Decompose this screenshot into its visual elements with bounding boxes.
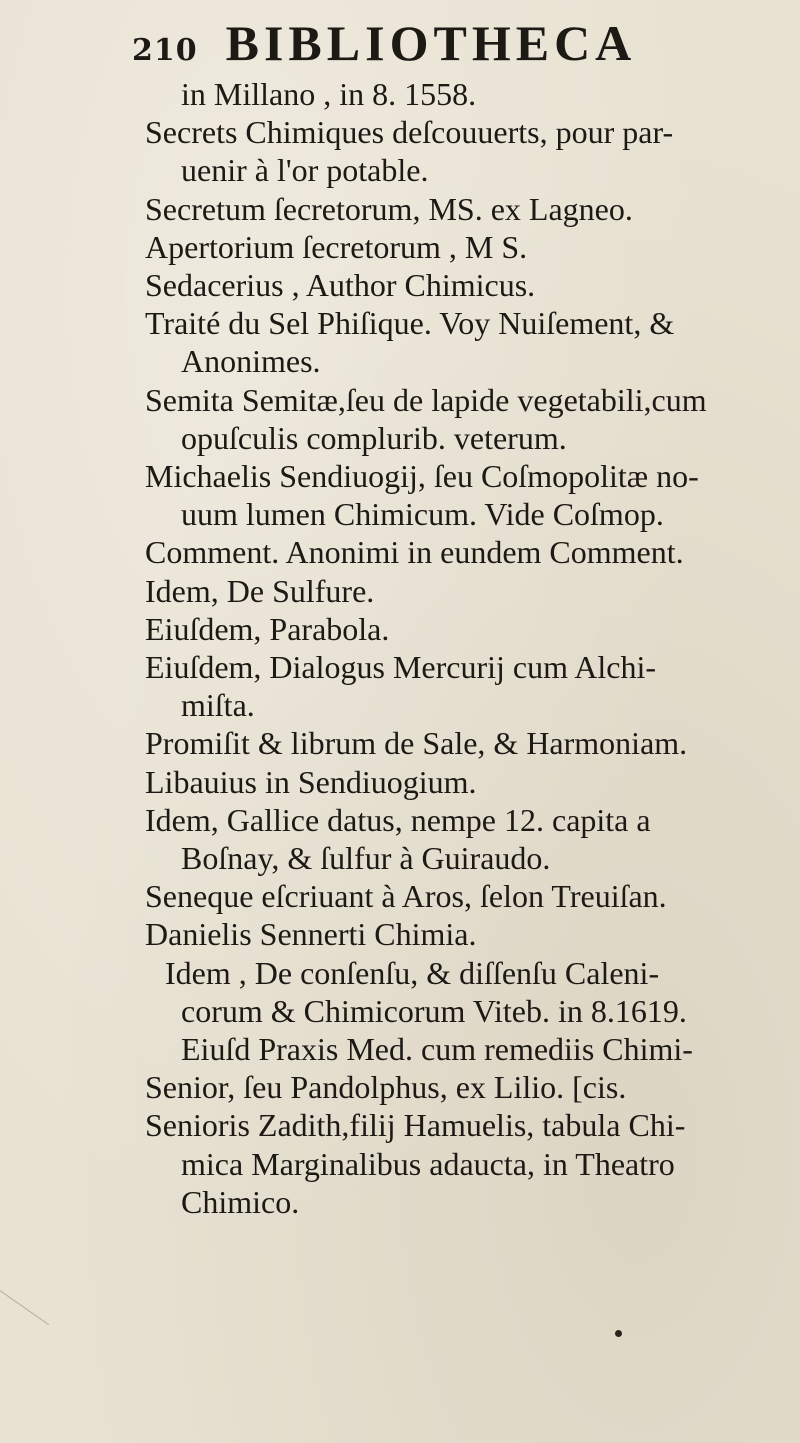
catalog-line: in Millano , in 8. 1558. xyxy=(181,76,477,112)
catalog-line: uenir à l'or potable. xyxy=(181,152,429,189)
catalog-line: uum lumen Chimicum. Vide Coſmop. xyxy=(181,496,664,533)
catalog-line: Semita Semitæ,ſeu de lapide vegetabili,cum xyxy=(145,381,707,418)
running-title: BIBLIOTHECA xyxy=(225,15,637,71)
catalog-line: Idem, De Sulfure. xyxy=(145,572,375,609)
catalog-line: Eiuſd Praxis Med. cum remediis Chimi- xyxy=(181,1031,693,1068)
catalog-line: Eiuſdem, Parabola. xyxy=(145,610,390,647)
catalog-line: opuſculis complurib. veterum. xyxy=(181,419,567,456)
catalog-line: Libauius in Sendiuogium. xyxy=(145,763,477,800)
catalog-line: corum & Chimicorum Viteb. in 8.1619. xyxy=(181,992,687,1029)
catalog-line: Sedacerius , Author Chimicus. xyxy=(145,267,536,304)
page-number: 210 xyxy=(132,33,198,68)
catalog-line: Apertorium ſecretorum , M S. xyxy=(145,228,528,265)
catalog-line: Idem, Gallice datus, nempe 12. capita a xyxy=(145,801,651,838)
catalog-line: Traité du Sel Phiſique. Voy Nuiſement, & xyxy=(145,305,675,342)
catalog-line: Boſnay, & ſulfur à Guiraudo. xyxy=(181,840,551,877)
catalog-line: Seneque eſcriuant à Aros, ſelon Treuiſan. xyxy=(145,878,667,915)
catalog-line: Secrets Chimiques deſcouuerts, pour par- xyxy=(145,114,674,151)
catalog-entries xyxy=(145,75,782,1221)
catalog-line: Eiuſdem, Dialogus Mercurij cum Alchi- xyxy=(145,649,656,686)
catalog-line: Secretum ſecretorum, MS. ex Lagneo. xyxy=(145,190,633,227)
catalog-line: Senior, ſeu Pandolphus, ex Lilio. [cis. xyxy=(145,1069,627,1106)
catalog-line: Chimico. xyxy=(181,1183,300,1220)
catalog-line: Michaelis Sendiuogij, ſeu Coſmopolitæ no- xyxy=(145,458,699,495)
ink-spot xyxy=(615,1330,622,1337)
page-header xyxy=(132,14,760,74)
catalog-line: Promiſit & librum de Sale, & Harmoniam. xyxy=(145,725,688,762)
catalog-line: Comment. Anonimi in eundem Comment. xyxy=(145,534,684,571)
catalog-line: Senioris Zadith,filij Hamuelis, tabula Chi- xyxy=(145,1107,686,1144)
catalog-line: mica Marginalibus adaucta, in Theatro xyxy=(181,1145,675,1182)
catalog-line: Danielis Sennerti Chimia. xyxy=(145,916,477,953)
catalog-line: Idem , De conſenſu, & diſſenſu Caleni- xyxy=(165,954,660,991)
catalog-line: miſta. xyxy=(181,687,255,724)
catalog-line: Anonimes. xyxy=(181,343,321,380)
